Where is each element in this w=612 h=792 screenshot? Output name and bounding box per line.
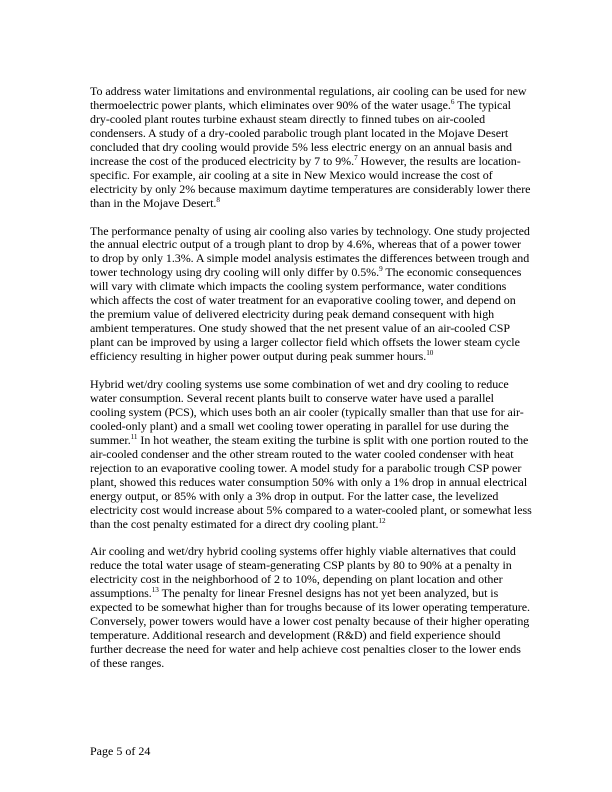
paragraph-text: Air cooling and wet/dry hybrid cooling systems offer highly viable alternatives that could reduce the total water usage of steam-generating CSP plants by 80 to 90% at a penalty in electricity cost in the neighborhood of 2 to 10%, depending on plant location and other assumptions. bbox=[90, 544, 516, 601]
paragraph-text: Hybrid wet/dry cooling systems use some combination of wet and dry cooling to reduce water consumption. Several recent plants built to conserve water have used a parallel cooling system (PCS), which uses both an air cooler (typically smaller than that use for air-cooled-only plant) and a small wet cooling tower operating in parallel for use during the summer. bbox=[90, 376, 524, 447]
paragraph-text: To address water limitations and environmental regulations, air cooling can be used for new thermoelectric power plants, which eliminates over 90% of the water usage. bbox=[90, 84, 527, 112]
paragraph-hybrid-cooling bbox=[90, 378, 532, 531]
paragraph-text: In hot weather, the steam exiting the turbine is split with one portion routed to the air-cooled condenser and the other stream routed to the water cooled condenser with heat rejection to an evaporative cooling tower. A model study for a parabolic trough CSP power plant, showed this reduces water consumption 50% with only a 1% drop in annual electrical energy output, or 85% with only a 3% drop in output. For the latter case, the levelized electricity cost would increase about 5% compared to a water-cooled plant, or somewhat less than the cost penalty estimated for a direct dry cooling plant. bbox=[90, 432, 532, 531]
footnote-reference: 13 bbox=[151, 586, 159, 595]
paragraph-text: However, the results are location-specific. For example, air cooling at a site in New Mexico would increase the cost of electricity by only 2% because maximum daytime temperatures are considerably lower there than in the Mojave Desert. bbox=[90, 153, 531, 210]
footnote-reference: 9 bbox=[379, 265, 383, 274]
paragraph-performance-penalty bbox=[90, 225, 532, 365]
paragraph-alternatives-summary bbox=[90, 545, 532, 671]
footnote-reference: 8 bbox=[216, 195, 220, 204]
footnote-reference: 11 bbox=[130, 432, 138, 441]
page-number-footer: Page 5 of 24 bbox=[90, 744, 151, 758]
paragraph-air-cooling-intro bbox=[90, 85, 532, 211]
paragraph-text: The performance penalty of using air cooling also varies by technology. One study projected the annual electric output of a trough plant to drop by 4.6%, whereas that of a power tower to drop by only 1.3%. A simple model analysis estimates the differences between trough and tower technology using dry cooling will only differ by 0.5%. bbox=[90, 223, 530, 280]
paragraph-text: The typical dry-cooled plant routes turbine exhaust steam directly to finned tubes on air-cooled condensers. A study of a dry-cooled parabolic trough plant located in the Mojave Desert concluded that dry cooling would provide 5% less electric energy on an annual basis and increase the cost of the produced electricity by 7 to 9%. bbox=[90, 97, 512, 168]
footnote-reference: 6 bbox=[450, 97, 455, 106]
paragraph-text: The penalty for linear Fresnel designs has not yet been analyzed, but is expected to be somewhat higher than for troughs because of its lower operating temperature. Conversely, power towers would have a lower cost penalty because of their higher operating temperature. Additional research and development (R&D) and field experience should further decrease the need for water and help achieve cost penalties closer to the lower ends of these ranges. bbox=[90, 586, 530, 671]
body-text bbox=[90, 85, 532, 685]
footnote-reference: 10 bbox=[426, 349, 434, 358]
footnote-reference: 7 bbox=[354, 153, 358, 162]
footnote-reference: 12 bbox=[378, 516, 386, 525]
paragraph-text: The economic consequences will vary with climate which impacts the cooling system performance, water conditions which affects the cost of water treatment for an evaporative cooling tower, and depend on the premium value of delivered electricity during peak demand consequent with high ambient temperatures. One study showed that the net present value of an air-cooled CSP plant can be improved by using a larger collector field which offsets the lower steam cycle efficiency resulting in higher power output during peak summer hours. bbox=[90, 265, 522, 364]
